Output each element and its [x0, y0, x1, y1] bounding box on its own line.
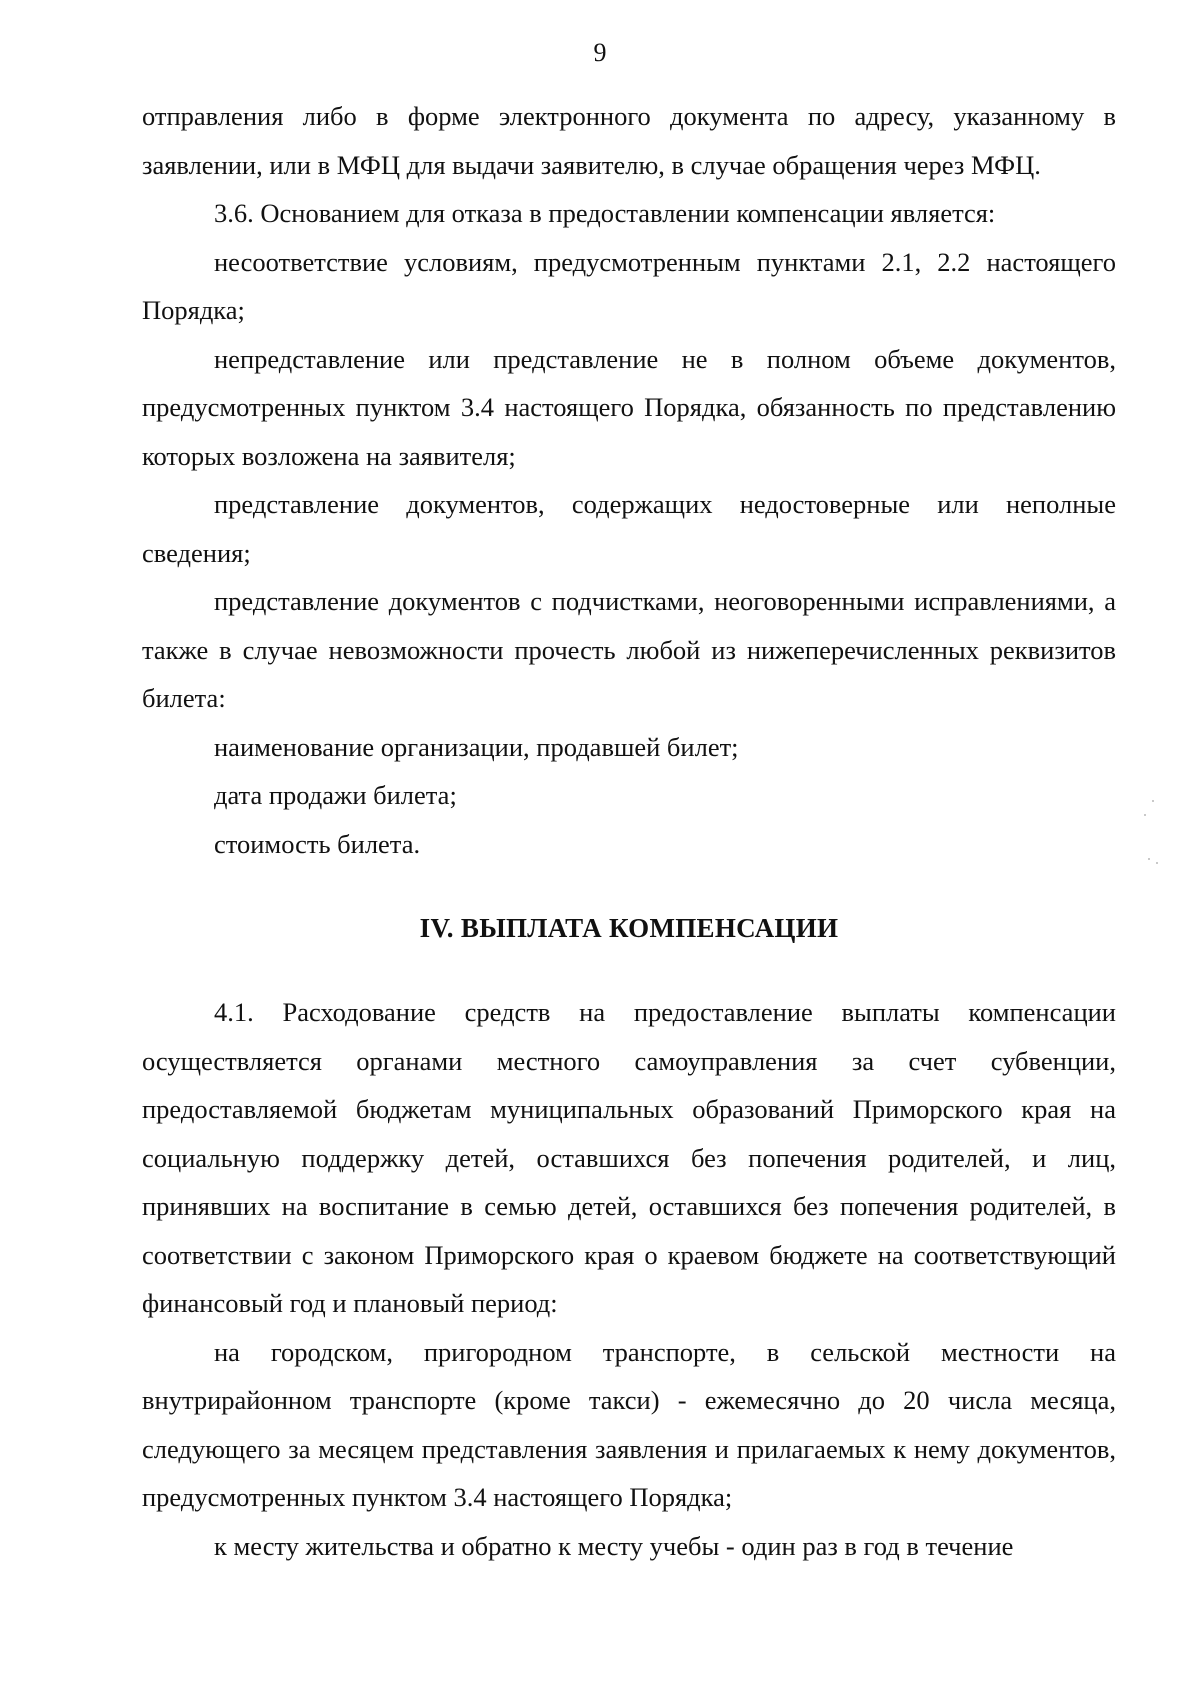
ticket-requisite-1: наименование организации, продавшей билет; — [214, 731, 739, 762]
refusal-ground-4: представление документов с подчистками, неоговоренными исправлениями, а также в случае невозможности прочесть любой из нижеперечисленных реквизитов билета: — [142, 586, 1116, 713]
payment-item-2: к месту жительства и обратно к месту учебы - один раз в год в течение — [214, 1530, 1014, 1561]
refusal-ground-2: непредставление или представление не в полном объеме документов, предусмотренных пунктом 3.4 настоящего Порядка, обязанность по представлению которых возложена на заявителя; — [142, 343, 1116, 471]
section-heading: IV. ВЫПЛАТА КОМПЕНСАЦИИ — [419, 913, 839, 943]
page-number: 9 — [593, 38, 607, 67]
refusal-ground-3: представление документов, содержащих недостоверные или неполные сведения; — [142, 489, 1116, 568]
paragraph-4-1: 4.1. Расходование средств на предоставление выплаты компенсации осуществляется органами местного самоуправления за счет субвенции, предоставляемой бюджетам муниципальных образований Приморского края на социальную поддержку детей, оставшихся без попечения родителей, и лиц, принявших на воспитание в семью детей, оставшихся без попечения родителей, в соответствии с законом Приморского края о краевом бюджете на соответствующий финансовый год и плановый период: — [142, 997, 1116, 1318]
scan-specks — [1140, 800, 1160, 880]
ticket-requisite-3: стоимость билета. — [214, 828, 421, 859]
paragraph-3-6: 3.6. Основанием для отказа в предоставлении компенсации является: — [214, 198, 996, 228]
payment-item-1: на городском, пригородном транспорте, в сельской местности на внутрирайонном транспорте (кроме такси) - ежемесячно до 20 числа месяца, следующего за месяцем представления заявления и прилагаемых к нему документов, предусмотренных пунктом 3.4 настоящего Порядка; — [142, 1336, 1116, 1512]
refusal-ground-1: несоответствие условиям, предусмотренным пунктами 2.1, 2.2 настоящего Порядка; — [142, 246, 1116, 325]
document-body — [142, 92, 1116, 1570]
ticket-requisite-2: дата продажи билета; — [214, 780, 457, 810]
paragraph-continuation: отправления либо в форме электронного документа по адресу, указанному в заявлении, или в МФЦ для выдачи заявителю, в случае обращения через МФЦ. — [142, 101, 1116, 180]
